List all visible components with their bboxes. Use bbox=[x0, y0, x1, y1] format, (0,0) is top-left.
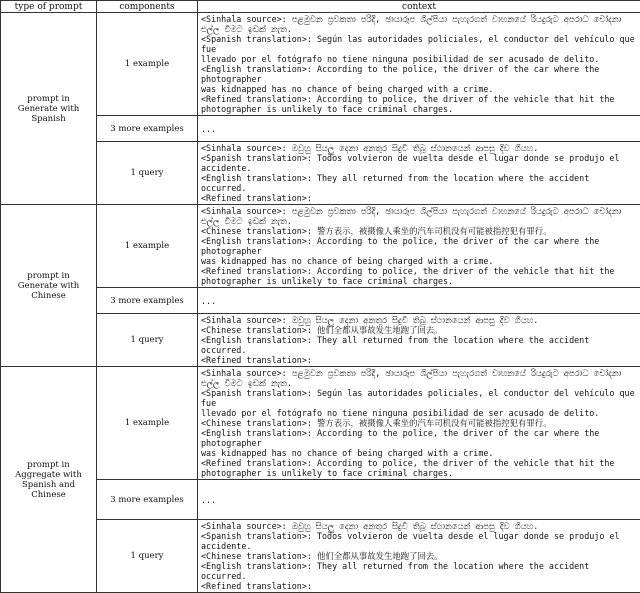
context-line: <Sinhala source>: පළමුවන ප්‍රවකතා පරිදි, ඡායාරූප ශිල්පියා පැහැරගත් වාහනයේ රියදුරුට අපරාධ චෝදනා bbox=[201, 14, 638, 24]
context-cell bbox=[198, 13, 640, 116]
context-line: <Sinhala source>: පළමුවන ප්‍රවකතා පරිදි, ඡායාරූප ශිල්පියා පැහැරගත් වාහනයේ රියදුරුට අපරාධ චෝදනා bbox=[201, 206, 638, 216]
context-line: llevado por el fotógrafo no tiene ninguna posibilidad de ser acusado de delito. bbox=[201, 408, 638, 418]
table-row bbox=[1, 520, 640, 593]
context-line: <Sinhala source>: ඔවුහු සියලු දෙනා අනතුර සිදුවී තිබූ ස්ථානයෙන් ආපසු දිව ගියහ. bbox=[201, 315, 638, 325]
context-line: <Refined translation>: According to police, the driver of the vehicle that hit the bbox=[201, 266, 638, 276]
context-line: <English translation>: They all returned from the location where the accident occurred. bbox=[201, 173, 638, 193]
context-line: accidente. bbox=[201, 541, 638, 551]
context-line: was kidnapped has no chance of being charged with a crime. bbox=[201, 256, 638, 266]
context-cell bbox=[198, 480, 640, 520]
context-cell bbox=[198, 367, 640, 480]
context-line: <Spanish translation>: Todos volvieron de vuelta desde el lugar donde se produjo el bbox=[201, 531, 638, 541]
table-body bbox=[1, 13, 640, 593]
context-line: එල්ල වීමට ඉඩක් නැත. bbox=[201, 378, 638, 388]
context-line: <Spanish translation>: Según las autoridades policiales, el conductor del vehículo que fue bbox=[201, 34, 638, 54]
component-1-example: 1 example bbox=[97, 13, 198, 116]
table-row bbox=[1, 367, 640, 480]
context-line: <Sinhala source>: ඔවුහු සියලු දෙනා අනතුර සිදුවී තිබූ ස්ථානයෙන් ආපසු දිව ගියහ. bbox=[201, 521, 638, 531]
component-3-more-examples: 3 more examples bbox=[97, 480, 198, 520]
component-3-more-examples: 3 more examples bbox=[97, 288, 198, 314]
context-line: was kidnapped has no chance of being charged with a crime. bbox=[201, 84, 638, 94]
context-line: ... bbox=[201, 495, 638, 505]
context-line: <Refined translation>: bbox=[201, 355, 638, 365]
context-line: photographer is unlikely to face criminal charges. bbox=[201, 468, 638, 478]
context-line: <Refined translation>: bbox=[201, 193, 638, 203]
context-line: <Chinese translation>: 他们全都从事故发生地跑了回去。 bbox=[201, 551, 638, 561]
context-line: <English translation>: According to the police, the driver of the car where the photographer bbox=[201, 236, 638, 256]
prompt-type-label: prompt in Aggregate with Spanish and Chinese bbox=[1, 460, 96, 500]
context-line: <Refined translation>: According to police, the driver of the vehicle that hit the bbox=[201, 94, 638, 104]
context-line: accidente. bbox=[201, 163, 638, 173]
prompt-type-cell bbox=[1, 367, 97, 593]
context-line: <Chinese translation>: 警方表示，被摄像人乘坐的汽车司机没有可能被指控犯有罪行。 bbox=[201, 418, 638, 428]
context-line: <Chinese translation>: 他们全都从事故发生地跑了回去。 bbox=[201, 325, 638, 335]
prompt-type-cell bbox=[1, 13, 97, 205]
table-row bbox=[1, 205, 640, 288]
context-cell bbox=[198, 288, 640, 314]
table-row bbox=[1, 314, 640, 367]
context-line: <Refined translation>: bbox=[201, 581, 638, 591]
component-1-query: 1 query bbox=[97, 520, 198, 593]
component-1-example: 1 example bbox=[97, 205, 198, 288]
context-line: <Sinhala source>: ඔවුහු සියලු දෙනා අනතුර සිදුවී තිබූ ස්ථානයෙන් ආපසු දිව ගියහ. bbox=[201, 143, 638, 153]
header-components: components bbox=[97, 1, 198, 13]
component-3-more-examples: 3 more examples bbox=[97, 116, 198, 142]
context-line: ... bbox=[201, 124, 638, 134]
prompt-type-cell bbox=[1, 205, 97, 367]
table-row bbox=[1, 480, 640, 520]
context-line: <English translation>: According to the police, the driver of the car where the photographer bbox=[201, 64, 638, 84]
table-header bbox=[1, 1, 640, 13]
component-1-query: 1 query bbox=[97, 314, 198, 367]
context-cell bbox=[198, 205, 640, 288]
context-line: <English translation>: They all returned from the location where the accident occurred. bbox=[201, 561, 638, 581]
context-cell bbox=[198, 116, 640, 142]
context-line: <English translation>: They all returned from the location where the accident occurred. bbox=[201, 335, 638, 355]
table-row bbox=[1, 142, 640, 205]
context-line: <Refined translation>: According to police, the driver of the vehicle that hit the bbox=[201, 458, 638, 468]
table-row bbox=[1, 116, 640, 142]
context-line: <English translation>: According to the police, the driver of the car where the photographer bbox=[201, 428, 638, 448]
header-context: context bbox=[198, 1, 640, 13]
context-cell bbox=[198, 142, 640, 205]
context-line: එල්ල වීමට ඉඩක් නැත. bbox=[201, 216, 638, 226]
table-row bbox=[1, 13, 640, 116]
table-row bbox=[1, 288, 640, 314]
context-cell bbox=[198, 314, 640, 367]
context-line: was kidnapped has no chance of being charged with a crime. bbox=[201, 448, 638, 458]
header-row bbox=[1, 1, 640, 13]
context-line: photographer is unlikely to face criminal charges. bbox=[201, 104, 638, 114]
context-line: <Sinhala source>: පළමුවන ප්‍රවකතා පරිදි, ඡායාරූප ශිල්පියා පැහැරගත් වාහනයේ රියදුරුට අපරාධ චෝදනා bbox=[201, 368, 638, 378]
prompt-type-label: prompt in Generate with Spanish bbox=[1, 94, 96, 124]
component-1-example: 1 example bbox=[97, 367, 198, 480]
context-line: photographer is unlikely to face criminal charges. bbox=[201, 276, 638, 286]
context-line: <Spanish translation>: Todos volvieron de vuelta desde el lugar donde se produjo el bbox=[201, 153, 638, 163]
context-line: <Chinese translation>: 警方表示，被摄像人乘坐的汽车司机没有可能被指控犯有罪行。 bbox=[201, 226, 638, 236]
component-1-query: 1 query bbox=[97, 142, 198, 205]
prompt-type-label: prompt in Generate with Chinese bbox=[1, 271, 96, 301]
context-line: llevado por el fotógrafo no tiene ninguna posibilidad de ser acusado de delito. bbox=[201, 54, 638, 64]
context-cell bbox=[198, 520, 640, 593]
header-type-of-prompt: type of prompt bbox=[1, 1, 97, 13]
context-line: <Spanish translation>: Según las autoridades policiales, el conductor del vehículo que fue bbox=[201, 388, 638, 408]
context-line: ... bbox=[201, 296, 638, 306]
context-line: එල්ල වීමට ඉඩක් නැත. bbox=[201, 24, 638, 34]
